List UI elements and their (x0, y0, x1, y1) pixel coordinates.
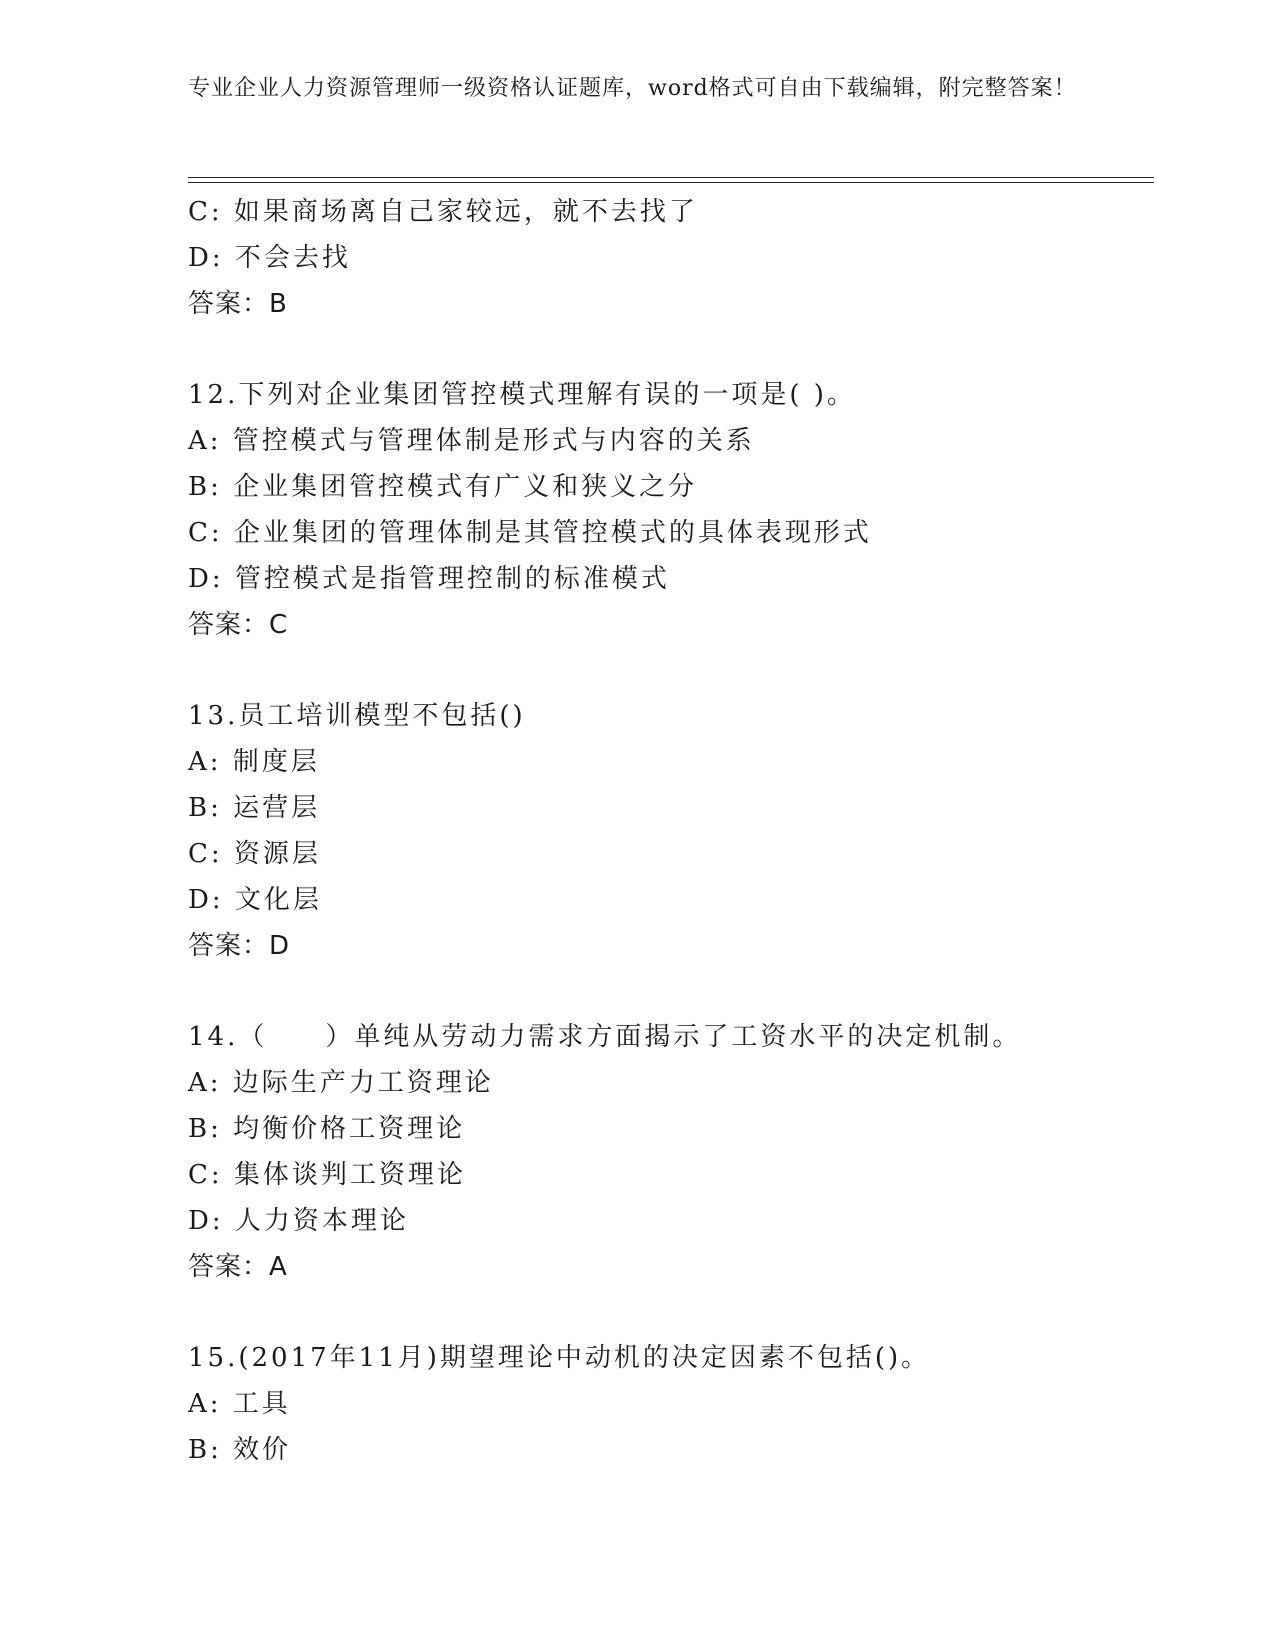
question-block-15 (188, 1335, 1154, 1473)
document-header: 专业企业人力资源管理师一级资格认证题库，word格式可自由下载编辑，附完整答案！ (188, 76, 1077, 101)
answer-line: 答案：B (188, 289, 288, 319)
option-c: C: 如果商场离自己家较远，就不去找了 (188, 197, 698, 227)
question-gap (188, 327, 1154, 372)
question-block-13 (188, 693, 1154, 969)
question-gap (188, 648, 1154, 693)
question-block-14 (188, 1014, 1154, 1290)
question-stem: 12.下列对企业集团管控模式理解有误的一项是( )。 (188, 380, 856, 410)
option-d: D: 文化层 (188, 885, 322, 915)
question-stem: 15.(2017年11月)期望理论中动机的决定因素不包括()。 (188, 1343, 931, 1373)
option-b: B: 企业集团管控模式有广义和狭义之分 (188, 472, 698, 502)
option-a: A: 边际生产力工资理论 (188, 1068, 494, 1098)
option-a: A: 制度层 (188, 747, 320, 777)
answer-line: 答案：A (188, 1252, 288, 1282)
option-c: C: 企业集团的管理体制是其管控模式的具体表现形式 (188, 518, 872, 548)
option-b: B: 效价 (188, 1435, 292, 1465)
question-list (188, 189, 1154, 1473)
question-stem: 13.员工培训模型不包括() (188, 701, 526, 731)
option-b: B: 运营层 (188, 793, 321, 823)
question-gap (188, 969, 1154, 1014)
question-block-12 (188, 372, 1154, 648)
question-gap (188, 1290, 1154, 1335)
option-a: A: 管控模式与管理体制是形式与内容的关系 (188, 426, 755, 456)
answer-line: 答案：C (188, 610, 289, 640)
question-block-11 (188, 189, 1154, 327)
option-d: D: 人力资本理论 (188, 1206, 409, 1236)
option-b: B: 均衡价格工资理论 (188, 1114, 466, 1144)
question-stem: 14.（ ）单纯从劳动力需求方面揭示了工资水平的决定机制。 (188, 1022, 1022, 1052)
option-a: A: 工具 (188, 1389, 291, 1419)
answer-line: 答案：D (188, 931, 291, 961)
header-divider-top (188, 177, 1154, 178)
option-c: C: 集体谈判工资理论 (188, 1160, 466, 1190)
header-divider-bottom (188, 182, 1154, 183)
option-d: D: 管控模式是指管理控制的标准模式 (188, 564, 670, 594)
option-d: D: 不会去找 (188, 243, 351, 273)
option-c: C: 资源层 (188, 839, 321, 869)
